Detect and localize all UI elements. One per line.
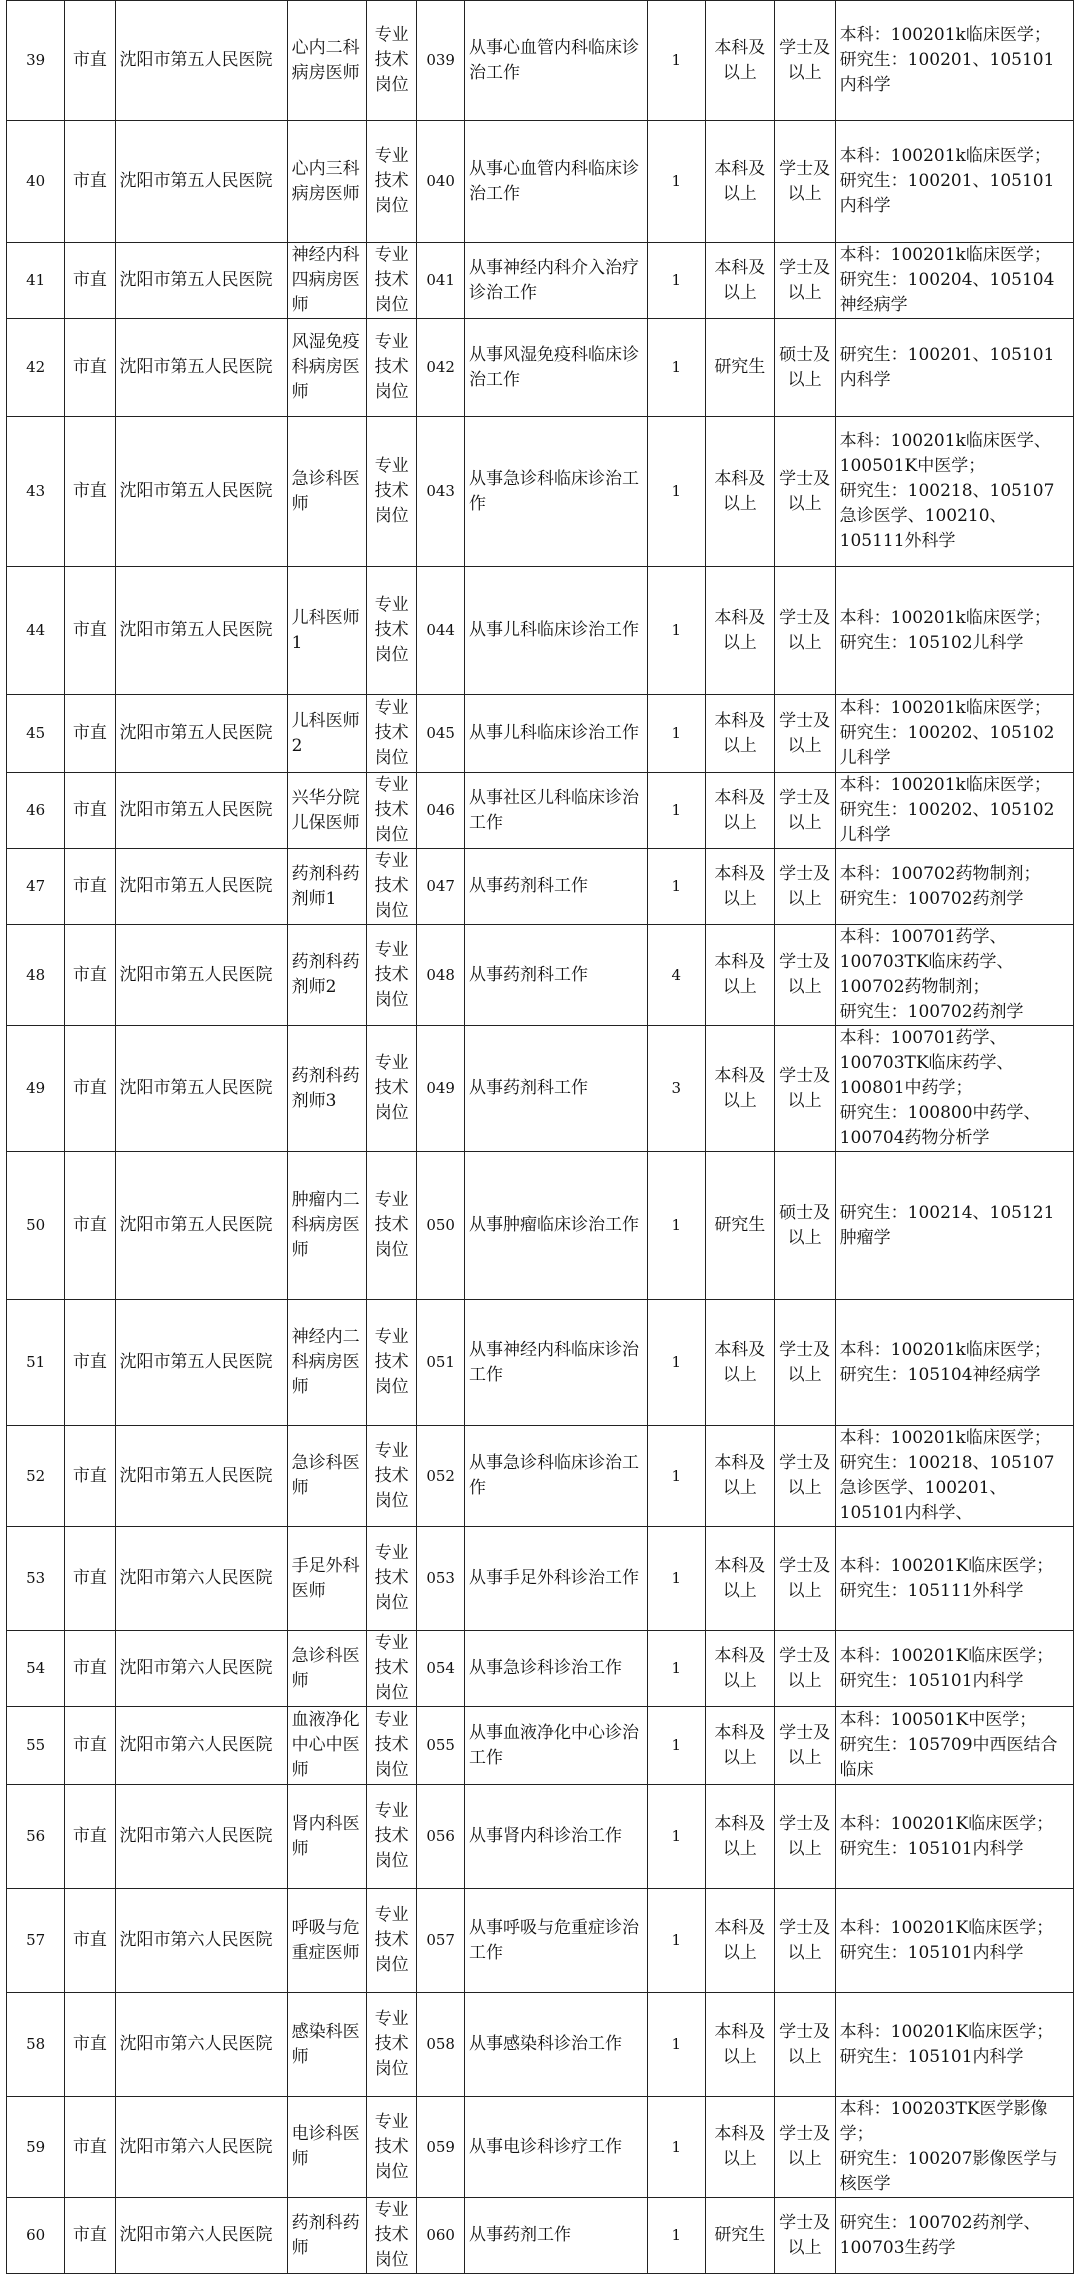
headcount-cell: 1	[647, 1426, 705, 1527]
major-cell: 本科：100701药学、100703TK临床药学、100801中药学； 研究生：100800中药学、100704药物分析学	[835, 1026, 1073, 1152]
education-cell: 本科及以上	[705, 1300, 774, 1426]
degree-cell: 学士及以上	[774, 1527, 835, 1631]
row-number: 50	[7, 1152, 65, 1300]
degree-cell: 硕士及以上	[774, 1152, 835, 1300]
post-name-cell: 心内二科病房医师	[287, 1, 366, 121]
unit-cell: 沈阳市第五人民医院	[115, 417, 287, 567]
unit-cell: 沈阳市第五人民医院	[115, 849, 287, 925]
post-type-cell: 专业技术岗位	[367, 319, 417, 417]
unit-cell: 沈阳市第五人民医院	[115, 319, 287, 417]
post-type-cell: 专业技术岗位	[367, 1993, 417, 2097]
post-name-cell: 药剂科药师	[287, 2198, 366, 2274]
major-cell: 本科：100702药物制剂； 研究生：100702药剂学	[835, 849, 1073, 925]
post-name-cell: 神经内科四病房医师	[287, 243, 366, 319]
education-cell: 本科及以上	[705, 695, 774, 773]
area-cell: 市直	[65, 1152, 115, 1300]
education-cell: 本科及以上	[705, 1993, 774, 2097]
headcount-cell: 1	[647, 121, 705, 243]
recruitment-table	[6, 0, 1074, 2274]
unit-cell: 沈阳市第五人民医院	[115, 1, 287, 121]
area-cell: 市直	[65, 1993, 115, 2097]
area-cell: 市直	[65, 695, 115, 773]
unit-cell: 沈阳市第六人民医院	[115, 1785, 287, 1889]
row-number: 49	[7, 1026, 65, 1152]
post-name-cell: 药剂科药剂师2	[287, 925, 366, 1026]
table-row	[7, 1707, 1074, 1785]
post-type-cell: 专业技术岗位	[367, 695, 417, 773]
duty-cell: 从事心血管内科临床诊治工作	[465, 1, 648, 121]
row-number: 40	[7, 121, 65, 243]
headcount-cell: 1	[647, 1785, 705, 1889]
unit-cell: 沈阳市第六人民医院	[115, 1993, 287, 2097]
major-cell: 本科：100501K中医学； 研究生：105709中西医结合临床	[835, 1707, 1073, 1785]
headcount-cell: 1	[647, 1, 705, 121]
post-name-cell: 风湿免疫科病房医师	[287, 319, 366, 417]
major-cell: 本科：100203TK医学影像学； 研究生：100207影像医学与核医学	[835, 2097, 1073, 2198]
post-name-cell: 血液净化中心中医师	[287, 1707, 366, 1785]
headcount-cell: 1	[647, 2097, 705, 2198]
post-type-cell: 专业技术岗位	[367, 1707, 417, 1785]
education-cell: 本科及以上	[705, 849, 774, 925]
table-row	[7, 2097, 1074, 2198]
row-number: 56	[7, 1785, 65, 1889]
duty-cell: 从事社区儿科临床诊治工作	[465, 773, 648, 849]
post-code-cell: 051	[417, 1300, 465, 1426]
headcount-cell: 1	[647, 1527, 705, 1631]
headcount-cell: 1	[647, 1889, 705, 1993]
unit-cell: 沈阳市第五人民医院	[115, 1152, 287, 1300]
post-code-cell: 056	[417, 1785, 465, 1889]
post-type-cell: 专业技术岗位	[367, 1631, 417, 1707]
table-row	[7, 695, 1074, 773]
table-row	[7, 925, 1074, 1026]
major-cell: 本科：100201k临床医学； 研究生：100202、105102儿科学	[835, 695, 1073, 773]
post-type-cell: 专业技术岗位	[367, 773, 417, 849]
unit-cell: 沈阳市第五人民医院	[115, 773, 287, 849]
row-number: 43	[7, 417, 65, 567]
post-type-cell: 专业技术岗位	[367, 849, 417, 925]
unit-cell: 沈阳市第五人民医院	[115, 925, 287, 1026]
duty-cell: 从事神经内科临床诊治工作	[465, 1300, 648, 1426]
area-cell: 市直	[65, 1785, 115, 1889]
row-number: 42	[7, 319, 65, 417]
post-type-cell: 专业技术岗位	[367, 1426, 417, 1527]
headcount-cell: 1	[647, 849, 705, 925]
table-row	[7, 1993, 1074, 2097]
major-cell: 本科：100201k临床医学、100501K中医学； 研究生：100218、105107急诊医学、100210、105111外科学	[835, 417, 1073, 567]
post-code-cell: 048	[417, 925, 465, 1026]
duty-cell: 从事肿瘤临床诊治工作	[465, 1152, 648, 1300]
major-cell: 本科：100201k临床医学； 研究生：100201、105101内科学	[835, 1, 1073, 121]
degree-cell: 学士及以上	[774, 567, 835, 695]
major-cell: 研究生：100201、105101内科学	[835, 319, 1073, 417]
duty-cell: 从事风湿免疫科临床诊治工作	[465, 319, 648, 417]
headcount-cell: 1	[647, 1152, 705, 1300]
area-cell: 市直	[65, 1426, 115, 1527]
degree-cell: 学士及以上	[774, 695, 835, 773]
degree-cell: 硕士及以上	[774, 319, 835, 417]
degree-cell: 学士及以上	[774, 2198, 835, 2274]
post-code-cell: 052	[417, 1426, 465, 1527]
area-cell: 市直	[65, 1707, 115, 1785]
degree-cell: 学士及以上	[774, 1426, 835, 1527]
degree-cell: 学士及以上	[774, 1, 835, 121]
row-number: 59	[7, 2097, 65, 2198]
post-code-cell: 047	[417, 849, 465, 925]
major-cell: 本科：100201K临床医学； 研究生：105111外科学	[835, 1527, 1073, 1631]
education-cell: 本科及以上	[705, 1026, 774, 1152]
headcount-cell: 4	[647, 925, 705, 1026]
table-row	[7, 567, 1074, 695]
post-name-cell: 心内三科病房医师	[287, 121, 366, 243]
post-code-cell: 044	[417, 567, 465, 695]
row-number: 60	[7, 2198, 65, 2274]
degree-cell: 学士及以上	[774, 1300, 835, 1426]
education-cell: 本科及以上	[705, 243, 774, 319]
post-code-cell: 049	[417, 1026, 465, 1152]
education-cell: 本科及以上	[705, 1631, 774, 1707]
table-row	[7, 1152, 1074, 1300]
post-code-cell: 050	[417, 1152, 465, 1300]
headcount-cell: 1	[647, 243, 705, 319]
duty-cell: 从事血液净化中心诊治工作	[465, 1707, 648, 1785]
post-type-cell: 专业技术岗位	[367, 2097, 417, 2198]
major-cell: 本科：100201K临床医学； 研究生：105101内科学	[835, 1631, 1073, 1707]
headcount-cell: 1	[647, 319, 705, 417]
row-number: 41	[7, 243, 65, 319]
area-cell: 市直	[65, 925, 115, 1026]
area-cell: 市直	[65, 567, 115, 695]
duty-cell: 从事肾内科诊治工作	[465, 1785, 648, 1889]
table-row	[7, 1300, 1074, 1426]
unit-cell: 沈阳市第六人民医院	[115, 1707, 287, 1785]
headcount-cell: 1	[647, 773, 705, 849]
degree-cell: 学士及以上	[774, 121, 835, 243]
headcount-cell: 1	[647, 1993, 705, 2097]
area-cell: 市直	[65, 849, 115, 925]
post-code-cell: 040	[417, 121, 465, 243]
post-name-cell: 呼吸与危重症医师	[287, 1889, 366, 1993]
area-cell: 市直	[65, 2097, 115, 2198]
education-cell: 本科及以上	[705, 1426, 774, 1527]
post-name-cell: 兴华分院儿保医师	[287, 773, 366, 849]
table-row	[7, 849, 1074, 925]
education-cell: 本科及以上	[705, 1889, 774, 1993]
duty-cell: 从事急诊科临床诊治工作	[465, 417, 648, 567]
post-name-cell: 神经内二科病房医师	[287, 1300, 366, 1426]
post-code-cell: 057	[417, 1889, 465, 1993]
headcount-cell: 1	[647, 1707, 705, 1785]
table-row	[7, 1785, 1074, 1889]
headcount-cell: 1	[647, 1300, 705, 1426]
area-cell: 市直	[65, 243, 115, 319]
post-code-cell: 054	[417, 1631, 465, 1707]
area-cell: 市直	[65, 417, 115, 567]
row-number: 44	[7, 567, 65, 695]
post-type-cell: 专业技术岗位	[367, 1152, 417, 1300]
education-cell: 本科及以上	[705, 925, 774, 1026]
major-cell: 本科：100201k临床医学； 研究生：105104神经病学	[835, 1300, 1073, 1426]
table-row	[7, 121, 1074, 243]
duty-cell: 从事手足外科诊治工作	[465, 1527, 648, 1631]
post-type-cell: 专业技术岗位	[367, 243, 417, 319]
post-type-cell: 专业技术岗位	[367, 925, 417, 1026]
post-type-cell: 专业技术岗位	[367, 567, 417, 695]
education-cell: 研究生	[705, 1152, 774, 1300]
major-cell: 本科：100201k临床医学； 研究生：100202、105102儿科学	[835, 773, 1073, 849]
table-row	[7, 1, 1074, 121]
major-cell: 研究生：100702药剂学、100703生药学	[835, 2198, 1073, 2274]
area-cell: 市直	[65, 1889, 115, 1993]
post-name-cell: 肿瘤内二科病房医师	[287, 1152, 366, 1300]
major-cell: 本科：100201k临床医学； 研究生：105102儿科学	[835, 567, 1073, 695]
headcount-cell: 1	[647, 567, 705, 695]
row-number: 45	[7, 695, 65, 773]
major-cell: 本科：100701药学、100703TK临床药学、100702药物制剂； 研究生：100702药剂学	[835, 925, 1073, 1026]
duty-cell: 从事儿科临床诊治工作	[465, 695, 648, 773]
duty-cell: 从事呼吸与危重症诊治工作	[465, 1889, 648, 1993]
post-code-cell: 058	[417, 1993, 465, 2097]
degree-cell: 学士及以上	[774, 1889, 835, 1993]
duty-cell: 从事感染科诊治工作	[465, 1993, 648, 2097]
duty-cell: 从事急诊科临床诊治工作	[465, 1426, 648, 1527]
table-row	[7, 1889, 1074, 1993]
post-type-cell: 专业技术岗位	[367, 1785, 417, 1889]
area-cell: 市直	[65, 1, 115, 121]
row-number: 48	[7, 925, 65, 1026]
headcount-cell: 1	[647, 417, 705, 567]
post-type-cell: 专业技术岗位	[367, 1889, 417, 1993]
headcount-cell: 3	[647, 1026, 705, 1152]
education-cell: 研究生	[705, 319, 774, 417]
degree-cell: 学士及以上	[774, 925, 835, 1026]
post-code-cell: 039	[417, 1, 465, 121]
education-cell: 本科及以上	[705, 1785, 774, 1889]
degree-cell: 学士及以上	[774, 1026, 835, 1152]
unit-cell: 沈阳市第五人民医院	[115, 243, 287, 319]
major-cell: 本科：100201k临床医学； 研究生：100218、105107急诊医学、100201、105101内科学、	[835, 1426, 1073, 1527]
major-cell: 本科：100201K临床医学； 研究生：105101内科学	[835, 1993, 1073, 2097]
post-name-cell: 药剂科药剂师1	[287, 849, 366, 925]
degree-cell: 学士及以上	[774, 1707, 835, 1785]
unit-cell: 沈阳市第六人民医院	[115, 2097, 287, 2198]
unit-cell: 沈阳市第五人民医院	[115, 1300, 287, 1426]
major-cell: 本科：100201K临床医学； 研究生：105101内科学	[835, 1889, 1073, 1993]
row-number: 55	[7, 1707, 65, 1785]
degree-cell: 学士及以上	[774, 773, 835, 849]
post-code-cell: 042	[417, 319, 465, 417]
row-number: 39	[7, 1, 65, 121]
post-name-cell: 急诊科医师	[287, 1426, 366, 1527]
row-number: 52	[7, 1426, 65, 1527]
post-code-cell: 055	[417, 1707, 465, 1785]
area-cell: 市直	[65, 121, 115, 243]
major-cell: 研究生：100214、105121肿瘤学	[835, 1152, 1073, 1300]
post-name-cell: 药剂科药剂师3	[287, 1026, 366, 1152]
degree-cell: 学士及以上	[774, 849, 835, 925]
unit-cell: 沈阳市第五人民医院	[115, 695, 287, 773]
post-code-cell: 053	[417, 1527, 465, 1631]
row-number: 47	[7, 849, 65, 925]
duty-cell: 从事儿科临床诊治工作	[465, 567, 648, 695]
degree-cell: 学士及以上	[774, 1785, 835, 1889]
major-cell: 本科：100201k临床医学； 研究生：100201、105101内科学	[835, 121, 1073, 243]
unit-cell: 沈阳市第六人民医院	[115, 1889, 287, 1993]
area-cell: 市直	[65, 1026, 115, 1152]
post-code-cell: 045	[417, 695, 465, 773]
post-code-cell: 060	[417, 2198, 465, 2274]
duty-cell: 从事药剂工作	[465, 2198, 648, 2274]
headcount-cell: 1	[647, 1631, 705, 1707]
duty-cell: 从事药剂科工作	[465, 1026, 648, 1152]
duty-cell: 从事神经内科介入治疗诊治工作	[465, 243, 648, 319]
post-type-cell: 专业技术岗位	[367, 2198, 417, 2274]
unit-cell: 沈阳市第六人民医院	[115, 1527, 287, 1631]
post-name-cell: 肾内科医师	[287, 1785, 366, 1889]
table-row	[7, 319, 1074, 417]
row-number: 51	[7, 1300, 65, 1426]
headcount-cell: 1	[647, 695, 705, 773]
row-number: 46	[7, 773, 65, 849]
post-name-cell: 手足外科医师	[287, 1527, 366, 1631]
duty-cell: 从事药剂科工作	[465, 925, 648, 1026]
table-row	[7, 1426, 1074, 1527]
area-cell: 市直	[65, 319, 115, 417]
table-row	[7, 1631, 1074, 1707]
area-cell: 市直	[65, 2198, 115, 2274]
unit-cell: 沈阳市第五人民医院	[115, 1026, 287, 1152]
major-cell: 本科：100201k临床医学； 研究生：100204、105104神经病学	[835, 243, 1073, 319]
education-cell: 本科及以上	[705, 121, 774, 243]
table-row	[7, 417, 1074, 567]
post-name-cell: 儿科医师1	[287, 567, 366, 695]
post-name-cell: 急诊科医师	[287, 1631, 366, 1707]
education-cell: 本科及以上	[705, 1707, 774, 1785]
table-row	[7, 243, 1074, 319]
degree-cell: 学士及以上	[774, 2097, 835, 2198]
degree-cell: 学士及以上	[774, 1993, 835, 2097]
post-code-cell: 041	[417, 243, 465, 319]
headcount-cell: 1	[647, 2198, 705, 2274]
post-type-cell: 专业技术岗位	[367, 1527, 417, 1631]
degree-cell: 学士及以上	[774, 1631, 835, 1707]
table-row	[7, 773, 1074, 849]
post-type-cell: 专业技术岗位	[367, 1, 417, 121]
area-cell: 市直	[65, 1527, 115, 1631]
education-cell: 本科及以上	[705, 567, 774, 695]
unit-cell: 沈阳市第五人民医院	[115, 567, 287, 695]
education-cell: 本科及以上	[705, 773, 774, 849]
post-name-cell: 急诊科医师	[287, 417, 366, 567]
area-cell: 市直	[65, 1300, 115, 1426]
table-row	[7, 1527, 1074, 1631]
post-type-cell: 专业技术岗位	[367, 121, 417, 243]
post-type-cell: 专业技术岗位	[367, 1026, 417, 1152]
post-code-cell: 059	[417, 2097, 465, 2198]
row-number: 54	[7, 1631, 65, 1707]
post-name-cell: 儿科医师2	[287, 695, 366, 773]
unit-cell: 沈阳市第五人民医院	[115, 1426, 287, 1527]
unit-cell: 沈阳市第六人民医院	[115, 1631, 287, 1707]
education-cell: 本科及以上	[705, 1, 774, 121]
area-cell: 市直	[65, 1631, 115, 1707]
post-type-cell: 专业技术岗位	[367, 1300, 417, 1426]
duty-cell: 从事心血管内科临床诊治工作	[465, 121, 648, 243]
education-cell: 研究生	[705, 2198, 774, 2274]
row-number: 57	[7, 1889, 65, 1993]
table-row	[7, 1026, 1074, 1152]
unit-cell: 沈阳市第六人民医院	[115, 2198, 287, 2274]
area-cell: 市直	[65, 773, 115, 849]
post-type-cell: 专业技术岗位	[367, 417, 417, 567]
degree-cell: 学士及以上	[774, 417, 835, 567]
post-name-cell: 电诊科医师	[287, 2097, 366, 2198]
table-row	[7, 2198, 1074, 2274]
major-cell: 本科：100201K临床医学； 研究生：105101内科学	[835, 1785, 1073, 1889]
post-code-cell: 043	[417, 417, 465, 567]
duty-cell: 从事电诊科诊疗工作	[465, 2097, 648, 2198]
row-number: 53	[7, 1527, 65, 1631]
duty-cell: 从事药剂科工作	[465, 849, 648, 925]
post-code-cell: 046	[417, 773, 465, 849]
education-cell: 本科及以上	[705, 2097, 774, 2198]
duty-cell: 从事急诊科诊治工作	[465, 1631, 648, 1707]
row-number: 58	[7, 1993, 65, 2097]
education-cell: 本科及以上	[705, 417, 774, 567]
unit-cell: 沈阳市第五人民医院	[115, 121, 287, 243]
education-cell: 本科及以上	[705, 1527, 774, 1631]
degree-cell: 学士及以上	[774, 243, 835, 319]
post-name-cell: 感染科医师	[287, 1993, 366, 2097]
